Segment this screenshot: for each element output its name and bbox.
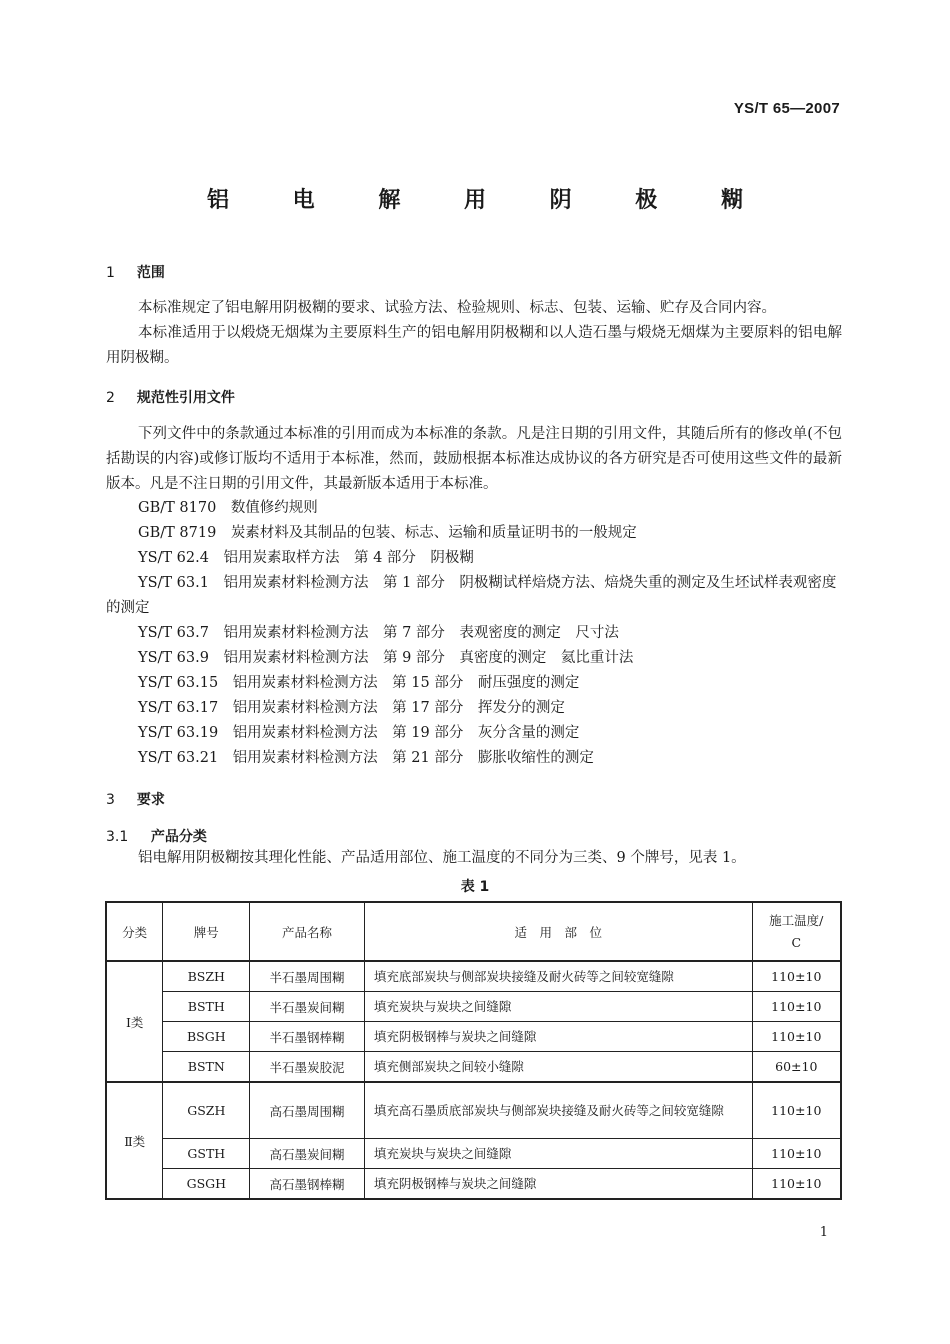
header-location: 适 用 部 位	[364, 902, 752, 961]
temperature-cell: 60±10	[752, 1052, 841, 1083]
standard-code: YS/T 65—2007	[733, 100, 840, 117]
reference-item	[106, 696, 842, 721]
reference-title: 炭素材料及其制品的包装、标志、运输和质量证明书的一般规定	[230, 525, 637, 541]
table-row	[106, 1022, 841, 1052]
table-caption: 表 1	[460, 879, 490, 895]
section-title: 范围	[136, 265, 165, 281]
reference-item	[106, 521, 842, 546]
header-category: 分类	[106, 902, 163, 961]
section-2-heading	[106, 387, 235, 407]
reference-title: 铝用炭素材料检测方法 第 9 部分 真密度的测定 氦比重计法	[223, 650, 634, 666]
classification-table	[105, 901, 842, 1200]
temperature-cell: 110±10	[752, 1082, 841, 1139]
grade-cell: GSGH	[163, 1169, 250, 1200]
reference-code: GB/T 8719	[138, 525, 217, 541]
reference-item	[106, 671, 842, 696]
product-name-cell: 高石墨钢棒糊	[250, 1169, 365, 1200]
location-cell: 填充阴极钢棒与炭块之间缝隙	[364, 1169, 752, 1200]
reference-code: YS/T 63.7	[138, 625, 209, 641]
reference-code: YS/T 63.15	[138, 675, 219, 691]
reference-title: 铝用炭素材料检测方法 第 15 部分 耐压强度的测定	[232, 675, 580, 691]
section-title: 规范性引用文件	[136, 390, 235, 406]
reference-item	[106, 546, 842, 571]
reference-code: YS/T 62.4	[138, 550, 209, 566]
grade-cell: BSGH	[163, 1022, 250, 1052]
product-name-cell: 半石墨钢棒糊	[250, 1022, 365, 1052]
temperature-cell: 110±10	[752, 992, 841, 1022]
header-product-name: 产品名称	[250, 902, 365, 961]
reference-item	[106, 646, 842, 671]
table-header-row	[106, 902, 841, 961]
product-name-cell: 半石墨周围糊	[250, 961, 365, 992]
reference-item	[106, 721, 842, 746]
table-row	[106, 1052, 841, 1083]
category-cell: Ⅰ类	[106, 961, 163, 1082]
header-temperature	[752, 902, 841, 961]
location-cell: 填充炭块与炭块之间缝隙	[364, 1139, 752, 1169]
header-temperature-label: 施工温度/	[769, 912, 824, 928]
reference-title: 铝用炭素材料检测方法 第 17 部分 挥发分的测定	[232, 700, 565, 716]
grade-cell: GSTH	[163, 1139, 250, 1169]
reference-code: GB/T 8170	[138, 500, 217, 516]
temperature-cell: 110±10	[752, 1169, 841, 1200]
product-name-cell: 半石墨炭间糊	[250, 992, 365, 1022]
reference-code: YS/T 63.19	[138, 725, 219, 741]
location-cell: 填充侧部炭块之间较小缝隙	[364, 1052, 752, 1083]
subsection-3-1-heading	[106, 826, 207, 846]
product-name-cell: 高石墨炭间糊	[250, 1139, 365, 1169]
grade-cell: GSZH	[163, 1082, 250, 1139]
classification-paragraph: 铝电解用阴极糊按其理化性能、产品适用部位、施工温度的不同分为三类、9 个牌号，见表 1。	[138, 850, 746, 866]
temperature-cell: 110±10	[752, 961, 841, 992]
reference-code: YS/T 63.21	[138, 750, 219, 766]
reference-title: 铝用炭素取样方法 第 4 部分 阴极糊	[223, 550, 474, 566]
header-grade: 牌号	[163, 902, 250, 961]
reference-code: YS/T 63.1	[138, 575, 209, 591]
reference-title: 铝用炭素材料检测方法 第 7 部分 表观密度的测定 尺寸法	[223, 625, 619, 641]
reference-title: 铝用炭素材料检测方法 第 19 部分 灰分含量的测定	[232, 725, 580, 741]
product-name-cell: 半石墨炭胶泥	[250, 1052, 365, 1083]
document-title: 铝 电 解 用 阴 极 糊	[207, 188, 771, 213]
reference-code: YS/T 63.17	[138, 700, 219, 716]
references-intro: 下列文件中的条款通过本标准的引用而成为本标准的条款。凡是注日期的引用文件，其随后所有的修改单(不包括勘误的内容)或修订版均不适用于本标准，然而，鼓励根据本标准达成协议的各方研究是否可使用这些文件的最新版本。凡是不注日期的引用文件，其最新版本适用于本标准。	[106, 426, 842, 492]
table-row	[106, 1169, 841, 1200]
section-title: 要求	[136, 792, 165, 808]
temperature-cell: 110±10	[752, 1139, 841, 1169]
grade-cell: BSTH	[163, 992, 250, 1022]
reference-item	[106, 571, 842, 621]
section-3-heading	[106, 789, 165, 809]
table-row	[106, 1082, 841, 1139]
table-row	[106, 992, 841, 1022]
location-cell: 填充高石墨质底部炭块与侧部炭块接缝及耐火砖等之间较宽缝隙	[364, 1082, 752, 1139]
scope-paragraph-1: 本标准规定了铝电解用阴极糊的要求、试验方法、检验规则、标志、包装、运输、贮存及合同内容。	[138, 300, 776, 316]
section-1-heading	[106, 262, 165, 282]
reference-item	[106, 621, 842, 646]
grade-cell: BSTN	[163, 1052, 250, 1083]
reference-code: YS/T 63.9	[138, 650, 209, 666]
header-temperature-unit: C	[791, 934, 802, 950]
temperature-cell: 110±10	[752, 1022, 841, 1052]
reference-item	[106, 746, 842, 771]
reference-title: 铝用炭素材料检测方法 第 1 部分 阴极糊试样焙烧方法、焙烧失重的测定及生坯试样表观密度的测定	[106, 575, 837, 616]
location-cell: 填充炭块与炭块之间缝隙	[364, 992, 752, 1022]
category-cell: Ⅱ类	[106, 1082, 163, 1199]
grade-cell: BSZH	[163, 961, 250, 992]
scope-paragraph-2: 本标准适用于以煅烧无烟煤为主要原料生产的铝电解用阴极糊和以人造石墨与煅烧无烟煤为主要原料的铝电解用阴极糊。	[106, 325, 842, 366]
section-number: 3	[106, 792, 115, 808]
table-row	[106, 1139, 841, 1169]
product-name-cell: 高石墨周围糊	[250, 1082, 365, 1139]
subsection-number: 3.1	[106, 829, 129, 845]
page-number: 1	[819, 1225, 828, 1240]
reference-item	[106, 496, 842, 521]
reference-title: 铝用炭素材料检测方法 第 21 部分 膨胀收缩性的测定	[232, 750, 594, 766]
location-cell: 填充阴极钢棒与炭块之间缝隙	[364, 1022, 752, 1052]
section-number: 2	[106, 390, 115, 406]
section-number: 1	[106, 265, 115, 281]
location-cell: 填充底部炭块与侧部炭块接缝及耐火砖等之间较宽缝隙	[364, 961, 752, 992]
table-row	[106, 961, 841, 992]
subsection-title: 产品分类	[150, 829, 207, 845]
reference-title: 数值修约规则	[230, 500, 318, 516]
